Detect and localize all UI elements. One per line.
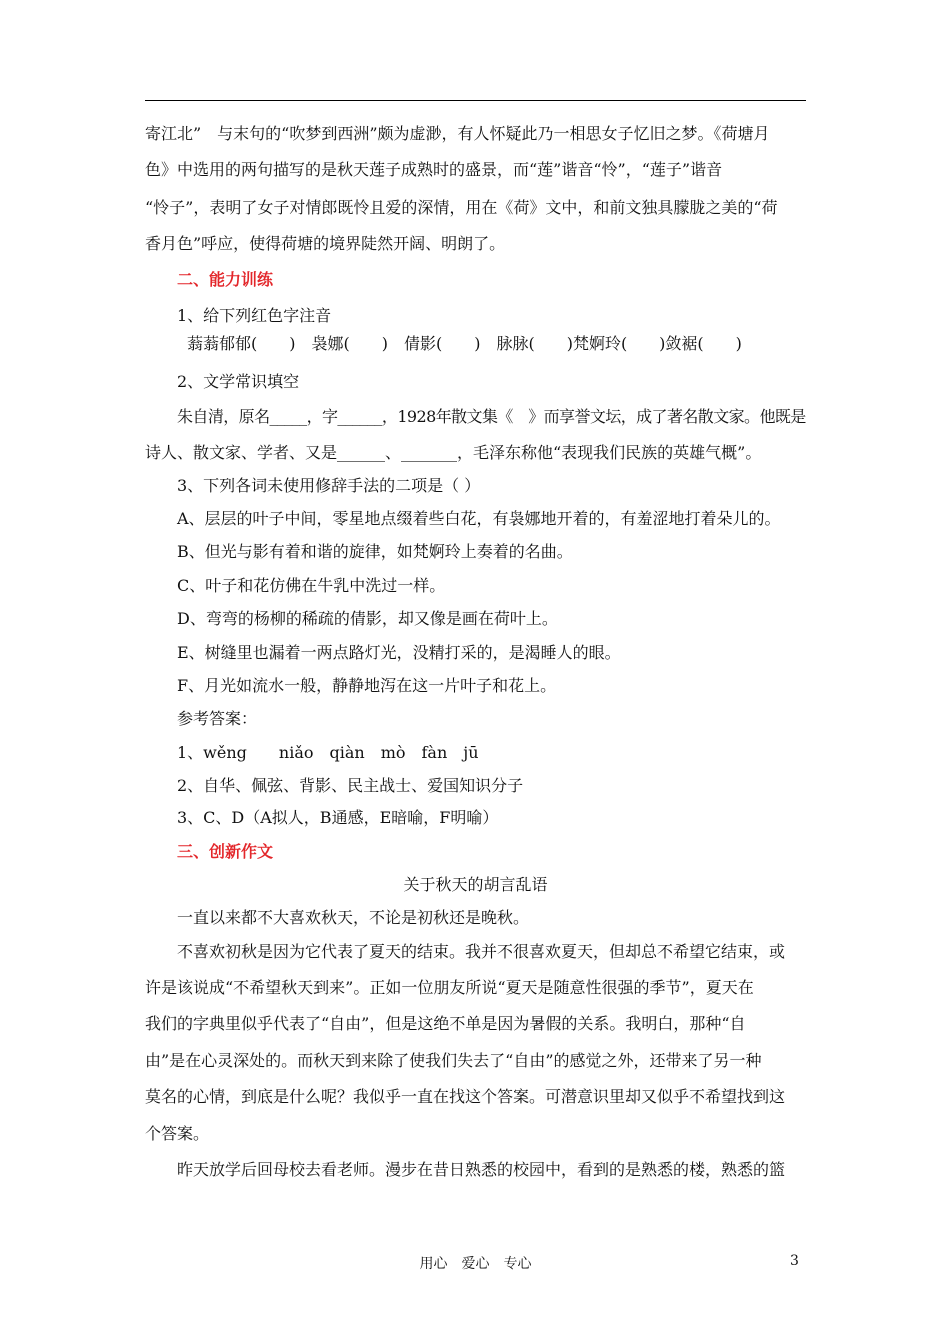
q3-option-d: D、弯弯的杨柳的稀疏的倩影，却又像是画在荷叶上。 — [177, 609, 558, 628]
essay-p2-line-6: 个答案。 — [145, 1124, 210, 1143]
q2-line-1: 朱自清，原名_____，字______，1928年散文集《 》而享誉文坛，成了著名散文家。他既是 — [177, 407, 806, 426]
q3-option-f: F、月光如流水一般，静静地泻在这一片叶子和花上。 — [177, 676, 557, 695]
q3-option-e: E、树缝里也漏着一两点路灯光，没精打采的，是渴睡人的眼。 — [177, 643, 621, 662]
essay-paragraph-1: 一直以来都不大喜欢秋天，不论是初秋还是晚秋。 — [177, 908, 530, 927]
q3-option-b: B、但光与影有着和谐的旋律，如梵婀玲上奏着的名曲。 — [177, 542, 573, 561]
answers-title: 参考答案： — [177, 709, 258, 728]
q3-title: 3、下列各词未使用修辞手法的二项是（ ） — [177, 476, 481, 495]
essay-p2-line-4: 由”是在心灵深处的。而秋天到来除了使我们失去了“自由”的感觉之外，还带来了另一种 — [145, 1051, 762, 1070]
para1-line-2: 色》中选用的两句描写的是秋天莲子成熟时的盛景，而“莲”谐音“怜”，“莲子”谐音 — [145, 160, 723, 179]
section2-heading: 二、能力训练 — [177, 270, 274, 289]
page-footer: 用心 爱心 专心 — [419, 1256, 532, 1272]
answer-3: 3、C、D（A拟人，B通感，E暗喻，F明喻） — [177, 808, 499, 827]
page-number: 3 — [790, 1253, 799, 1269]
header-rule — [145, 100, 806, 101]
section3-heading: 三、创新作文 — [177, 842, 274, 861]
para1-line-4: 香月色”呼应，使得荷塘的境界陡然开阔、明朗了。 — [145, 234, 506, 253]
para1-line-3: “怜子”，表明了女子对情郎既怜且爱的深情，用在《荷》文中，和前文独具朦胧之美的“荷 — [145, 198, 778, 217]
q3-option-c: C、叶子和花仿佛在牛乳中洗过一样。 — [177, 576, 446, 595]
q2-line-2: 诗人、散文家、学者、又是______、_______，毛泽东称他“表现我们民族的英雄气概”。 — [145, 443, 762, 462]
para1-line-1: 寄江北” 与末句的“吹梦到西洲”颇为虚渺，有人怀疑此乃一相思女子忆旧之梦。《荷塘月 — [145, 124, 770, 143]
q3-option-a: A、层层的叶子中间，零星地点缀着些白花，有袅娜地开着的，有羞涩地打着朵儿的。 — [177, 509, 781, 528]
essay-p2-line-5: 莫名的心情，到底是什么呢？我似乎一直在找这个答案。可潜意识里却又似乎不希望找到这 — [145, 1087, 786, 1106]
q1-title: 1、给下列红色字注音 — [177, 306, 332, 325]
essay-p2-line-3: 我们的字典里似乎代表了“自由”，但是这绝不单是因为暑假的关系。我明白，那种“自 — [145, 1014, 746, 1033]
essay-title: 关于秋天的胡言乱语 — [403, 875, 548, 894]
essay-p2-line-2: 许是该说成“不希望秋天到来”。正如一位朋友所说“夏天是随意性很强的季节”，夏天在 — [145, 978, 754, 997]
q1-words: 蓊蓊郁郁( ) 袅娜( ) 倩影( ) 脉脉( )梵婀玲( )敛裾( ) — [187, 334, 742, 353]
essay-p2-line-1: 不喜欢初秋是因为它代表了夏天的结束。我并不很喜欢夏天，但却总不希望它结束，或 — [177, 942, 786, 961]
answer-2: 2、自华、佩弦、背影、民主战士、爱国知识分子 — [177, 776, 524, 795]
answer-1: 1、wěng niǎo qiàn mò fàn jū — [177, 743, 479, 762]
essay-p3-line-1: 昨天放学后回母校去看老师。漫步在昔日熟悉的校园中，看到的是熟悉的楼，熟悉的篮 — [177, 1160, 786, 1179]
q2-title: 2、文学常识填空 — [177, 372, 300, 391]
